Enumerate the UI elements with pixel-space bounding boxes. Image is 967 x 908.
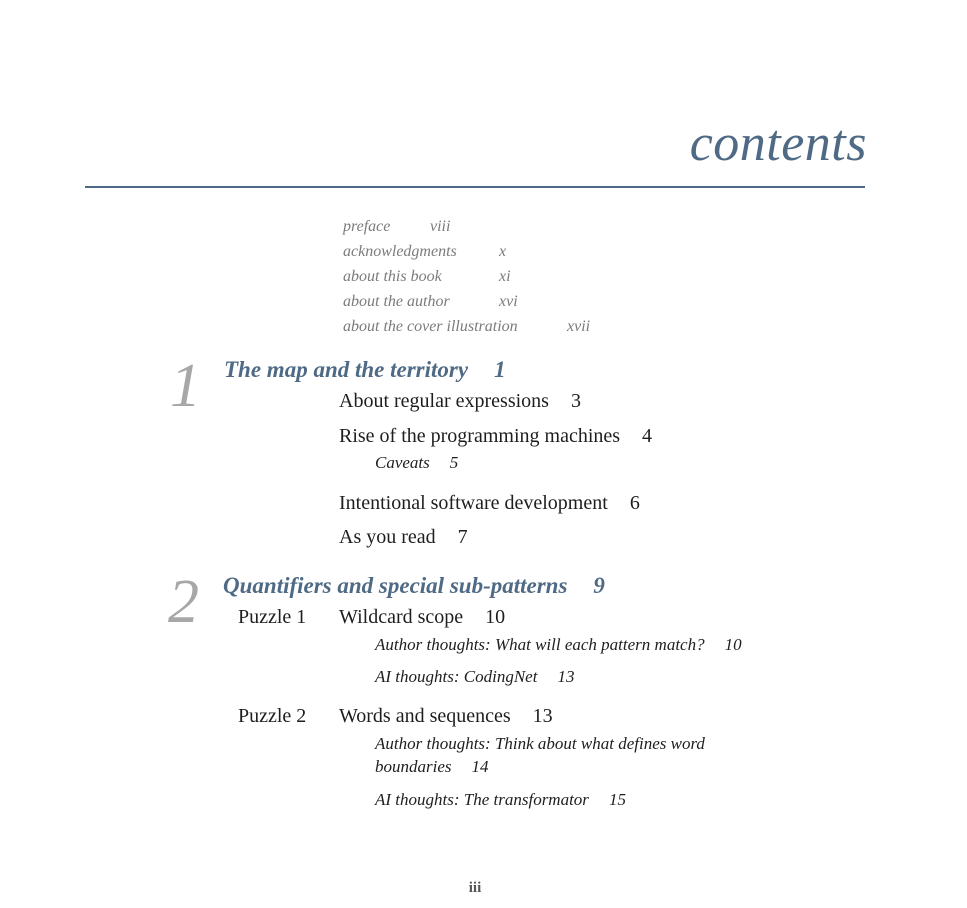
toc-entry-acknowledgments[interactable] (343, 243, 507, 261)
toc-section-label: Intentional software development (339, 492, 608, 514)
title-rule (85, 186, 865, 188)
chapter-page: 1 (494, 357, 506, 382)
chapter-title-2[interactable] (223, 573, 605, 599)
toc-section-label: Words and sequences (339, 705, 511, 727)
toc-entry-page: x (499, 243, 507, 260)
toc-entry-page: xi (499, 268, 511, 285)
toc-entry-page: xvi (499, 293, 518, 310)
chapter-number: 1 (170, 352, 201, 420)
toc-entry-about-the-cover-illustration[interactable] (343, 318, 591, 336)
toc-subsection[interactable] (375, 635, 742, 655)
toc-entry-label: about this book (343, 268, 442, 285)
toc-subsection[interactable] (375, 453, 458, 473)
toc-subsection-label: Author thoughts: What will each pattern match? (375, 635, 705, 654)
toc-subsection-page: 14 (471, 757, 489, 776)
toc-entry-page: xvii (567, 318, 591, 335)
toc-subsection-page: 13 (557, 667, 575, 686)
toc-section-page: 7 (457, 526, 468, 548)
toc-section-page: 6 (629, 492, 640, 514)
toc-section-page: 4 (642, 425, 653, 447)
toc-entry-page: viii (430, 218, 451, 235)
toc-subsection-label: AI thoughts: The transformator (375, 790, 589, 809)
toc-section[interactable] (339, 606, 505, 629)
toc-section-page: 13 (532, 705, 553, 727)
toc-section[interactable] (339, 425, 652, 448)
toc-subsection[interactable] (375, 757, 489, 777)
chapter-number: 2 (168, 568, 199, 636)
toc-subsection-label: AI thoughts: CodingNet (375, 667, 538, 686)
toc-entry-label: acknowledgments (343, 243, 457, 260)
chapter-title-text: Quantifiers and special sub-patterns (223, 573, 568, 598)
toc-subsection-page: 10 (724, 635, 742, 654)
toc-section-page: 10 (485, 606, 506, 628)
toc-entry-label: about the cover illustration (343, 318, 518, 335)
toc-subsection[interactable] (375, 734, 705, 754)
chapter-title-text: The map and the territory (224, 357, 469, 382)
toc-section[interactable] (339, 390, 581, 413)
toc-section[interactable] (339, 526, 468, 549)
page-number: iii (468, 880, 482, 896)
puzzle-label: Puzzle 1 (238, 606, 307, 628)
toc-entry-label: preface (343, 218, 391, 235)
chapter-title-1[interactable] (224, 357, 506, 383)
toc-section-label: As you read (339, 526, 436, 548)
toc-entry-about-this-book[interactable] (343, 268, 511, 286)
toc-section-page: 3 (570, 390, 581, 412)
toc-section-label: Wildcard scope (339, 606, 464, 628)
toc-section[interactable] (339, 705, 553, 728)
toc-subsection[interactable] (375, 790, 626, 810)
toc-entry-label: about the author (343, 293, 450, 310)
toc-subsection[interactable] (375, 667, 574, 687)
toc-subsection-page: 15 (608, 790, 626, 809)
toc-section[interactable] (339, 492, 640, 515)
chapter-page: 9 (593, 573, 605, 598)
puzzle-label: Puzzle 2 (238, 705, 307, 727)
toc-section-label: Rise of the programming machines (339, 425, 621, 447)
page-title: contents (689, 115, 867, 172)
toc-subsection-label: Caveats (375, 453, 430, 472)
toc-subsection-page: 5 (449, 453, 459, 472)
toc-entry-preface[interactable] (343, 218, 451, 236)
toc-entry-about-the-author[interactable] (343, 293, 518, 311)
toc-subsection-label: boundaries (375, 757, 452, 776)
toc-section-label: About regular expressions (339, 390, 549, 412)
toc-subsection-label: Author thoughts: Think about what defines word (375, 734, 705, 753)
